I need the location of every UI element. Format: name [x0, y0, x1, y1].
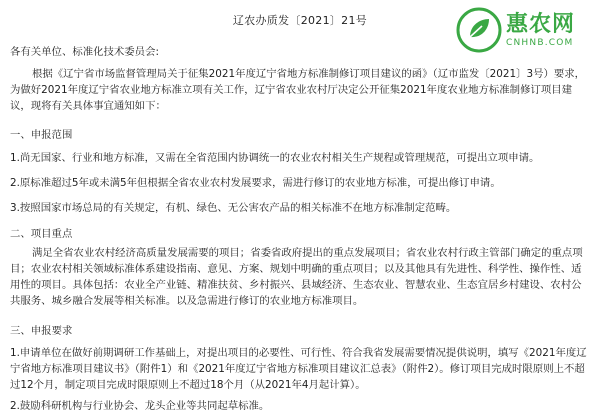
section-heading-scope: 一、申报范围	[10, 129, 73, 141]
scope-item-3: 3.按照国家市场总局的有关规定，有机、绿色、无公害农产品的相关标准不在地方标准制定范畴。	[10, 202, 457, 214]
watermark-brand-cn: 惠农网	[506, 11, 576, 37]
focus-paragraph: 满足全省农业农村经济高质量发展需要的项目；省委省政府提出的重点发展项目；省农业农村行政主管部门确定的重点项目；农业农村相关领域标准体系建设指南、意见、方案、规划中明确的重点项目；以及其他具有先进性、科学性、操作性、适用性的项目。具体包括：农业全产业链、精准扶贫、乡村振兴、县域经济、生态农业、智慧农业、生态宜居乡村建设、农村公共服务、城乡融合发展等相关标准。以及急需进行修订的农业地方标准项目。	[10, 247, 583, 307]
watermark-logo	[456, 4, 596, 56]
watermark-brand-en: CNHNB.COM	[506, 37, 574, 48]
section-heading-focus: 二、项目重点	[10, 228, 73, 240]
leaf-logo-icon	[456, 7, 502, 53]
scope-item-2: 2.原标准超过5年或未满5年但根据全省农业农村发展要求，需进行修订的农业地方标准，可提出修订申请。	[10, 177, 501, 189]
requirement-item-2: 2.鼓励科研机构与行业协会、龙头企业等共同起草标准。	[10, 400, 270, 412]
greeting: 各有关单位、标准化技术委员会:	[10, 46, 159, 58]
intro-paragraph: 根据《辽宁省市场监督管理局关于征集2021年度辽宁省地方标准制修订项目建议的函》（辽市监发〔2021〕3号）要求，为做好2021年度辽宁省农业地方标准立项有关工作，辽宁省农业农村厅决定公开征集2021年度农业地方标准制修订项目建议，现将有关具体事宜通知如下：	[10, 68, 586, 112]
scope-item-1: 1.尚无国家、行业和地方标准，又需在全省范围内协调统一的农业农村相关生产规程或管理规范，可提出立项申请。	[10, 152, 540, 164]
doc-number: 辽农办质发〔2021〕21号	[232, 14, 368, 27]
requirement-item-1: 1.申请单位在做好前期调研工作基础上，对提出项目的必要性、可行性、符合我省发展需要情况提供说明，填写《2021年度辽宁省地方标准项目建议书》（附件1）和《2021年度辽宁省地方标准项目建议汇总表》（附件2）。修订项目完成时限原则上不超过12个月，制定项目完成时限原则上不超过18个月（从2021年4月起计算）。	[10, 347, 587, 391]
section-heading-requirements: 三、申报要求	[10, 325, 73, 337]
